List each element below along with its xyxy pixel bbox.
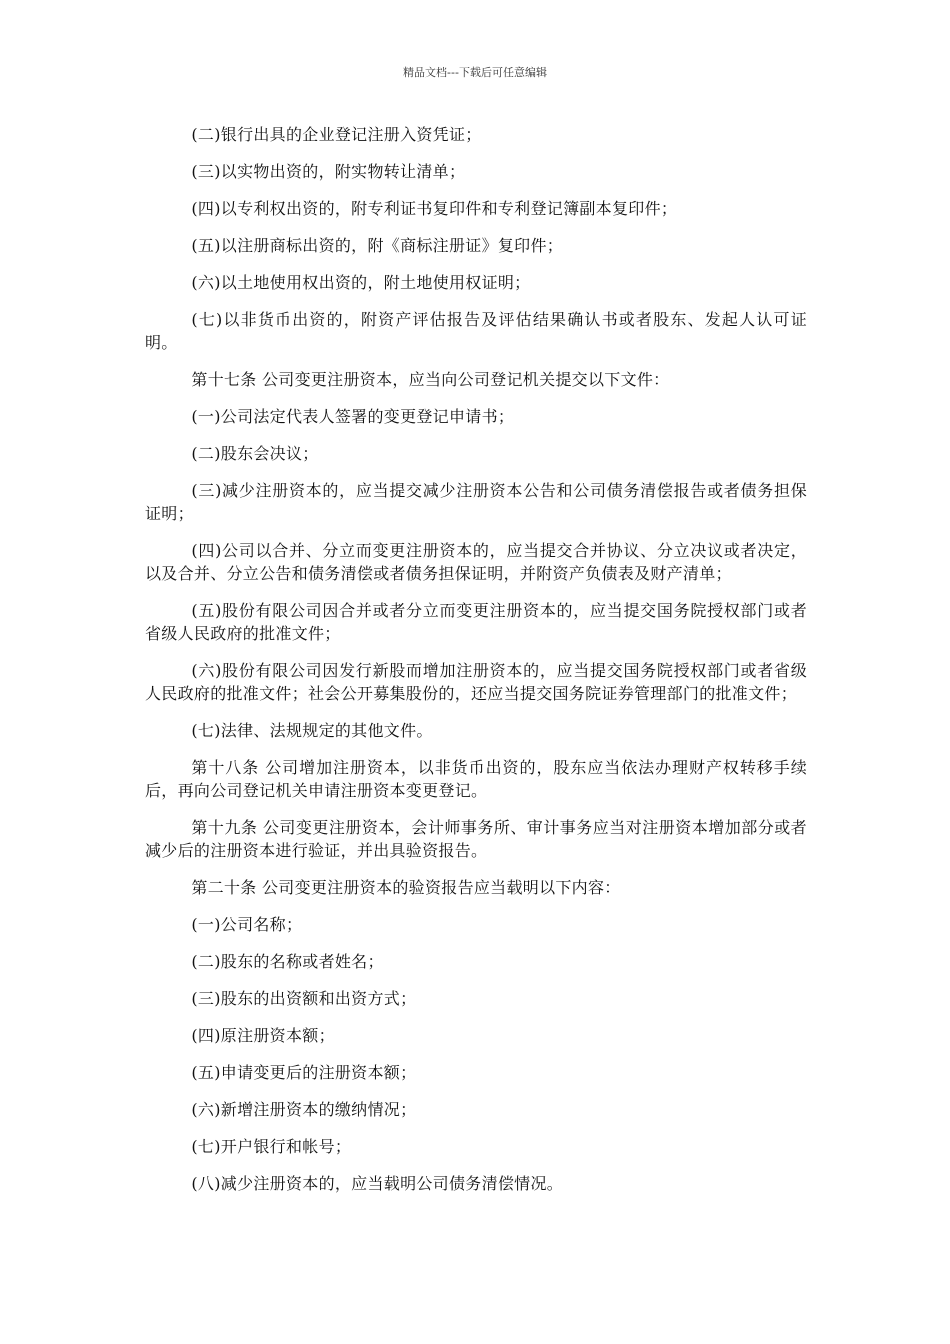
- paragraph: (七)开户银行和帐号；: [191, 1137, 352, 1156]
- paragraph: (一)公司名称；: [191, 915, 303, 934]
- paragraph: (四)原注册资本额；: [191, 1026, 335, 1045]
- paragraph: (二)银行出具的企业登记注册入资凭证；: [191, 125, 482, 144]
- page-header: 精品文档---下载后可任意编辑: [403, 66, 547, 79]
- paragraph: (三)减少注册资本的，应当提交减少注册资本公告和公司债务清偿报告或者债务担保证明；: [145, 481, 807, 523]
- paragraph: (五)股份有限公司因合并或者分立而变更注册资本的，应当提交国务院授权部门或者省级人民政府的批准文件；: [145, 601, 807, 643]
- paragraph: (三)股东的出资额和出资方式；: [191, 989, 417, 1008]
- paragraph: (八)减少注册资本的，应当载明公司债务清偿情况。: [191, 1174, 564, 1193]
- paragraph: (二)股东会决议；: [191, 444, 319, 463]
- paragraph: (七)法律、法规规定的其他文件。: [191, 721, 433, 740]
- paragraph: (六)以土地使用权出资的，附土地使用权证明；: [191, 273, 531, 292]
- article-heading: 第二十条 公司变更注册资本的验资报告应当载明以下内容：: [191, 878, 621, 897]
- paragraph: (三)以实物出资的，附实物转让清单；: [191, 162, 466, 181]
- paragraph: (四)公司以合并、分立而变更注册资本的，应当提交合并协议、分立决议或者决定，以及合并、分立公告和债务清偿或者债务担保证明，并附资产负债表及财产清单；: [145, 541, 807, 583]
- paragraph: (七)以非货币出资的，附资产评估报告及评估结果确认书或者股东、发起人认可证明。: [145, 310, 807, 352]
- paragraph: (六)股份有限公司因发行新股而增加注册资本的，应当提交国务院授权部门或者省级人民政府的批准文件；社会公开募集股份的，还应当提交国务院证券管理部门的批准文件；: [145, 661, 807, 703]
- paragraph: (五)以注册商标出资的，附《商标注册证》复印件；: [191, 236, 564, 255]
- paragraph: (二)股东的名称或者姓名；: [191, 952, 384, 971]
- article-heading: 第十八条 公司增加注册资本，以非货币出资的，股东应当依法办理财产权转移手续后，再向公司登记机关申请注册资本变更登记。: [145, 758, 807, 800]
- paragraph: (四)以专利权出资的，附专利证书复印件和专利登记簿副本复印件；: [191, 199, 678, 218]
- paragraph: (一)公司法定代表人签署的变更登记申请书；: [191, 407, 515, 426]
- paragraph: (五)申请变更后的注册资本额；: [191, 1063, 417, 1082]
- article-heading: 第十九条 公司变更注册资本，会计师事务所、审计事务应当对注册资本增加部分或者减少后的注册资本进行验证，并出具验资报告。: [145, 818, 807, 860]
- paragraph: (六)新增注册资本的缴纳情况；: [191, 1100, 417, 1119]
- document-body: [145, 123, 807, 1209]
- article-heading: 第十七条 公司变更注册资本，应当向公司登记机关提交以下文件：: [191, 370, 670, 389]
